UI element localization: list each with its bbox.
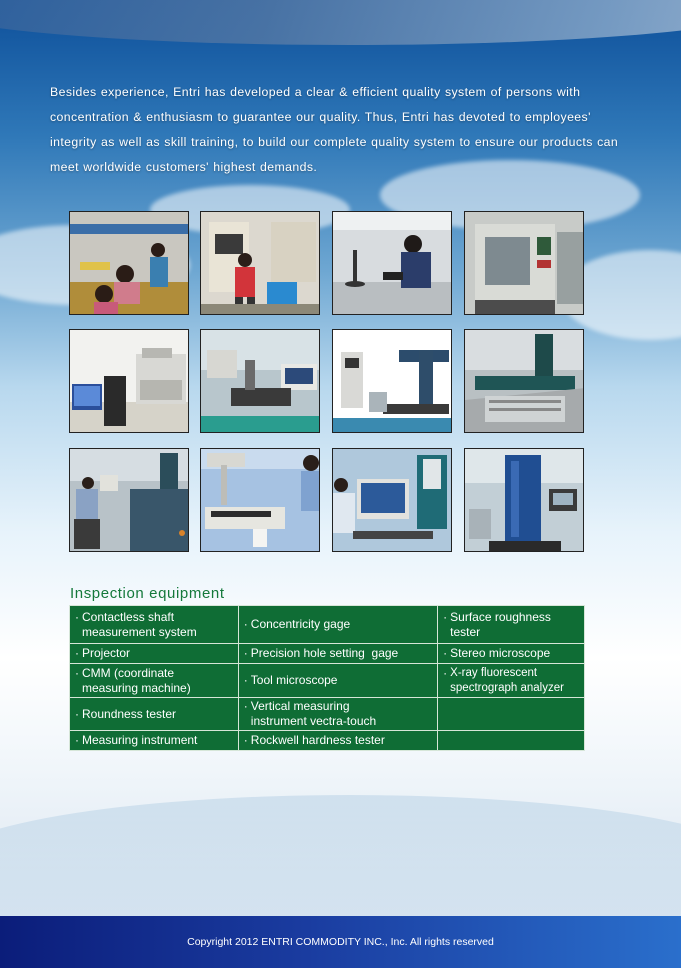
cell-text: CMM (coordinate measuring machine): [82, 665, 191, 695]
bullet-dot: ·: [243, 646, 248, 660]
bullet-dot: ·: [443, 609, 448, 624]
bullet-dot: ·: [75, 706, 79, 721]
table-row: [70, 731, 585, 751]
table-row: [70, 606, 585, 644]
bullet-dot: ·: [243, 699, 248, 713]
bullet-dot: ·: [75, 646, 79, 660]
cell-text: Vertical measuring instrument vectra-touch: [250, 699, 377, 728]
inspection-equipment-title: Inspection equipment: [70, 585, 225, 602]
worker-at-machines-photo: [200, 211, 320, 315]
bullet-dot: ·: [443, 665, 448, 680]
table-row: [70, 664, 585, 698]
bullet-dot: ·: [243, 617, 248, 631]
bottom-wave-decoration: [0, 795, 681, 935]
projector-photo: [200, 448, 320, 552]
cell-text: Measuring instrument: [82, 733, 198, 747]
table-cell: [438, 731, 585, 751]
header-curve: [0, 0, 681, 45]
operator-at-cmm-photo: [69, 448, 189, 552]
cell-text: Rockwell hardness tester: [250, 733, 385, 747]
bullet-dot: ·: [443, 646, 448, 660]
operator-at-computer-photo: [332, 448, 452, 552]
table-cell: [438, 698, 585, 731]
table-cell: [238, 644, 437, 664]
cell-text: Stereo microscope: [450, 646, 551, 660]
cell-text: Surface roughness tester: [450, 609, 551, 639]
table-cell: [238, 606, 437, 644]
copyright-text: Copyright 2012 ENTRI COMMODITY INC., Inc. All rights reserved: [187, 936, 494, 948]
table-row: [70, 644, 585, 664]
cell-text: Roundness tester: [82, 706, 177, 721]
bullet-dot: ·: [75, 733, 79, 747]
inspection-equipment-table: [69, 605, 585, 751]
table-cell: [70, 698, 239, 731]
cmm-machine-photo: [464, 329, 584, 433]
table-cell: [70, 731, 239, 751]
cell-text: Projector: [82, 646, 131, 660]
cell-text: Concentricity gage: [250, 617, 351, 631]
table-cell: [70, 664, 239, 698]
intro-paragraph: Besides experience, Entri has developed a clear & efficient quality system of persons with concentration & enthusiasm to guarantee our quality. Thus, Entri has devoted to employees' integrity as well as skill training, to build our complete quality system to ensure our products can meet worldwide customers' highest demands.: [50, 85, 619, 174]
table-row: [70, 698, 585, 731]
table-cell: [238, 731, 437, 751]
x-ray-analyzer-photo: [69, 329, 189, 433]
factory-workers-photo: [69, 211, 189, 315]
cell-text: Precision hole setting gage: [250, 646, 399, 660]
bullet-dot: ·: [75, 609, 79, 624]
table-cell: [70, 644, 239, 664]
technician-measuring-photo: [332, 211, 452, 315]
table-cell: [438, 664, 585, 698]
vectra-touch-photo: [464, 448, 584, 552]
cnc-machine-photo: [464, 211, 584, 315]
tool-microscope-photo: [200, 329, 320, 433]
cell-text: X-ray fluorescent spectrograph analyzer: [450, 666, 564, 694]
rockwell-tester-photo: [332, 329, 452, 433]
photo-grid: [69, 211, 585, 553]
table-cell: [238, 698, 437, 731]
bullet-dot: ·: [243, 733, 248, 747]
table-cell: [438, 606, 585, 644]
table-cell: [438, 644, 585, 664]
cell-text: Tool microscope: [250, 673, 338, 687]
footer-bar: [0, 916, 681, 968]
bullet-dot: ·: [75, 665, 79, 680]
bullet-dot: ·: [243, 673, 248, 687]
table-cell: [70, 606, 239, 644]
table-cell: [238, 664, 437, 698]
cell-text: Contactless shaft measurement system: [82, 609, 197, 639]
